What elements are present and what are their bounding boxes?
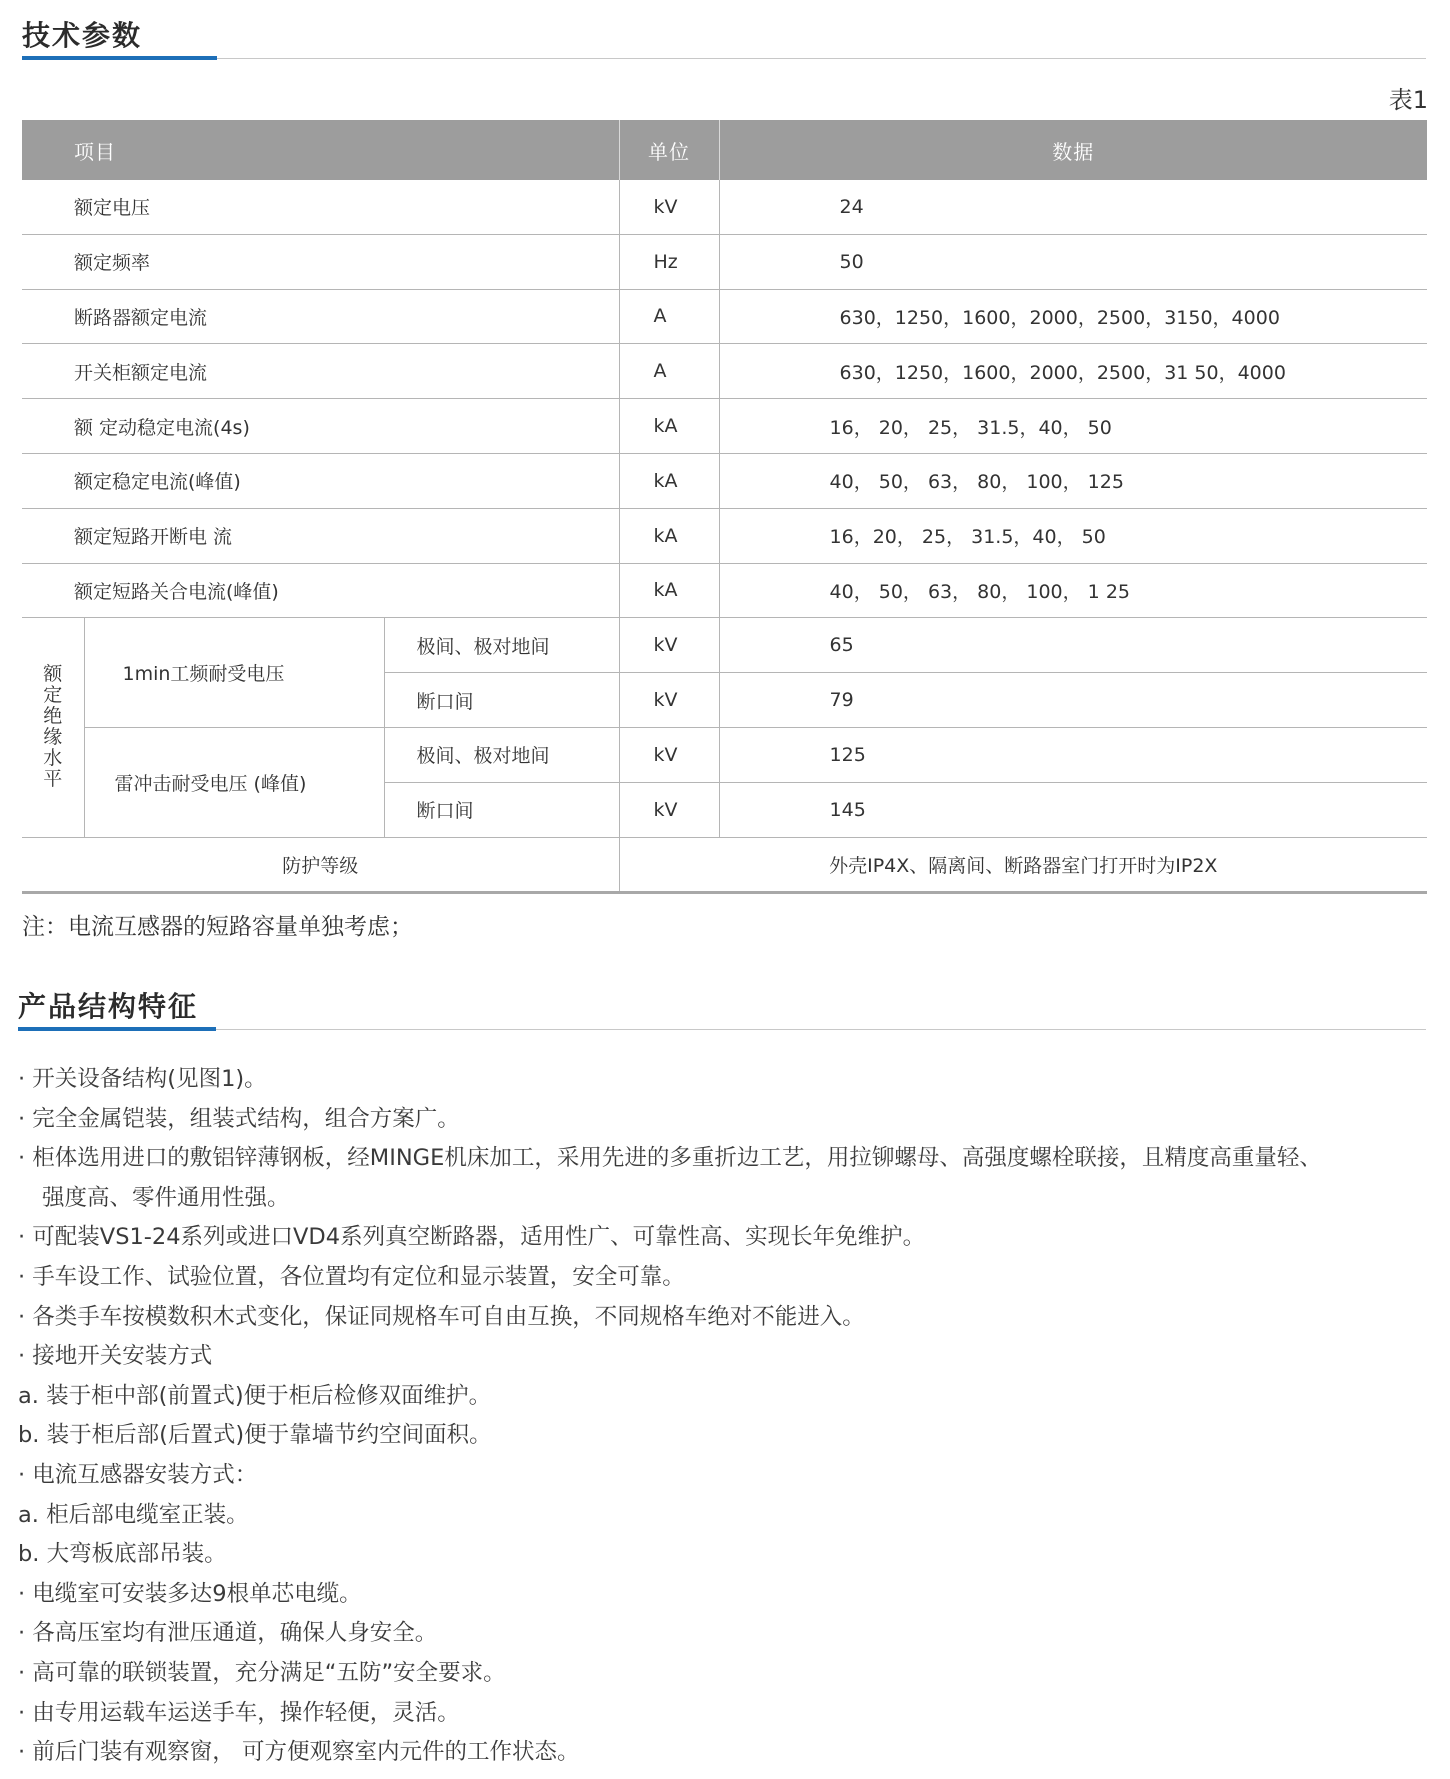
list-item: · 手车设工作、试验位置，各位置均有定位和显示装置，安全可靠。	[18, 1263, 685, 1290]
header-data: 数据	[719, 120, 1427, 180]
row-value: 40， 50， 63， 80， 100， 125	[719, 453, 1427, 508]
table-row	[22, 727, 1427, 782]
table-row	[22, 453, 1427, 508]
list-item: · 接地开关安装方式	[18, 1343, 213, 1370]
row-unit: A	[619, 344, 719, 399]
row-unit: Hz	[619, 234, 719, 289]
label-char: 平	[43, 768, 63, 791]
row-unit: kV	[619, 618, 719, 673]
section-title: 技术参数	[22, 19, 143, 52]
table-row	[22, 837, 1427, 893]
label-char: 水	[43, 747, 63, 770]
row-unit: kA	[619, 508, 719, 563]
list-item: · 完全金属铠装，组装式结构，组合方案广。	[18, 1105, 460, 1132]
table-row	[22, 344, 1427, 399]
table-row	[22, 618, 1427, 673]
table-note: 注：电流互感器的短路容量单独考虑；	[22, 914, 413, 940]
list-item: · 可配装VS1-24系列或进口VD4系列真空断路器，适用性广、可靠性高、实现长年免维护。	[18, 1224, 926, 1251]
row-value: 125	[719, 727, 1427, 782]
row-unit: kA	[619, 563, 719, 618]
row-item: 额定短路关合电流(峰值)	[22, 563, 619, 618]
insulation-group-power-freq: 1min工频耐受电压	[84, 618, 384, 728]
row-value: 24	[719, 180, 1427, 234]
list-item: · 各高压室均有泄压通道，确保人身安全。	[18, 1620, 438, 1647]
table-label: 表1	[1388, 86, 1428, 114]
list-item: a. 柜后部电缆室正装。	[18, 1501, 249, 1528]
row-unit: kV	[619, 727, 719, 782]
row-unit: kA	[619, 399, 719, 454]
header-item: 项目	[22, 120, 619, 180]
section-title: 产品结构特征	[18, 990, 199, 1023]
label-char: 定	[43, 684, 63, 707]
table-row	[22, 234, 1427, 289]
section-tech-params-header	[22, 14, 1426, 60]
list-item: 强度高、零件通用性强。	[42, 1184, 290, 1211]
section-accent-bar	[18, 1027, 216, 1031]
row-item: 额定稳定电流(峰值)	[22, 453, 619, 508]
row-value: 40， 50， 63， 80， 100， 1 25	[719, 563, 1427, 618]
list-item: · 各类手车按模数积木式变化，保证同规格车可自由互换，不同规格车绝对不能进入。	[18, 1303, 865, 1330]
row-unit: kA	[619, 453, 719, 508]
row-item: 额定短路开断电 流	[22, 508, 619, 563]
row-value: 145	[719, 782, 1427, 837]
row-unit: A	[619, 289, 719, 344]
row-item: 额定电压	[22, 180, 619, 234]
section-structure-header	[18, 985, 1426, 1031]
row-value: 16，20， 25， 31.5，40， 50	[719, 508, 1427, 563]
label-char: 额	[43, 663, 63, 686]
row-value: 630，1250，1600，2000，2500，31 50，4000	[719, 344, 1427, 399]
row-value: 50	[719, 234, 1427, 289]
table-row	[22, 180, 1427, 234]
row-value: 630，1250，1600，2000，2500，3150，4000	[719, 289, 1427, 344]
row-item: 额定频率	[22, 234, 619, 289]
list-item: · 前后门装有观察窗， 可方便观察室内元件的工作状态。	[18, 1739, 580, 1766]
row-item: 额 定动稳定电流(4s)	[22, 399, 619, 454]
section-divider	[18, 1029, 1426, 1030]
row-item: 开关柜额定电流	[22, 344, 619, 399]
spec-table	[22, 120, 1427, 894]
insulation-sub: 断口间	[384, 782, 619, 837]
table-row	[22, 289, 1427, 344]
insulation-sub: 极间、极对地间	[384, 727, 619, 782]
table-row	[22, 563, 1427, 618]
section-accent-bar	[22, 56, 217, 60]
feature-list	[18, 1060, 1428, 1773]
row-unit: kV	[619, 180, 719, 234]
table-row	[22, 399, 1427, 454]
table-header-row	[22, 120, 1427, 180]
list-item: b. 大弯板底部吊装。	[18, 1541, 227, 1568]
insulation-level-label	[22, 618, 84, 837]
label-char: 绝	[43, 705, 63, 728]
insulation-group-lightning: 雷冲击耐受电压 (峰值)	[84, 727, 384, 837]
list-item: · 电缆室可安装多达9根单芯电缆。	[18, 1580, 362, 1607]
protection-value: 外壳IP4X、隔离间、断路器室门打开时为IP2X	[619, 837, 1427, 893]
row-unit: kV	[619, 673, 719, 728]
list-item: · 由专用运载车运送手车，操作轻便，灵活。	[18, 1699, 460, 1726]
list-item: b. 装于柜后部(后置式)便于靠墙节约空间面积。	[18, 1422, 492, 1449]
list-item: · 高可靠的联锁装置，充分满足“五防”安全要求。	[18, 1659, 506, 1686]
list-item: · 开关设备结构(见图1)。	[18, 1066, 267, 1092]
header-unit: 单位	[619, 120, 719, 180]
protection-item: 防护等级	[22, 837, 619, 893]
list-item: · 柜体选用进口的敷铝锌薄钢板，经MINGE机床加工，采用先进的多重折边工艺，用拉铆螺母、高强度螺栓联接，且精度高重量轻、	[18, 1145, 1322, 1172]
section-divider	[22, 58, 1426, 59]
label-char: 缘	[43, 726, 63, 749]
row-value: 16， 20， 25， 31.5，40， 50	[719, 399, 1427, 454]
list-item: a. 装于柜中部(前置式)便于柜后检修双面维护。	[18, 1382, 492, 1409]
row-unit: kV	[619, 782, 719, 837]
insulation-sub: 极间、极对地间	[384, 618, 619, 673]
insulation-sub: 断口间	[384, 673, 619, 728]
row-value: 65	[719, 618, 1427, 673]
list-item: · 电流互感器安装方式：	[18, 1461, 258, 1488]
table-row	[22, 508, 1427, 563]
row-item: 断路器额定电流	[22, 289, 619, 344]
row-value: 79	[719, 673, 1427, 728]
